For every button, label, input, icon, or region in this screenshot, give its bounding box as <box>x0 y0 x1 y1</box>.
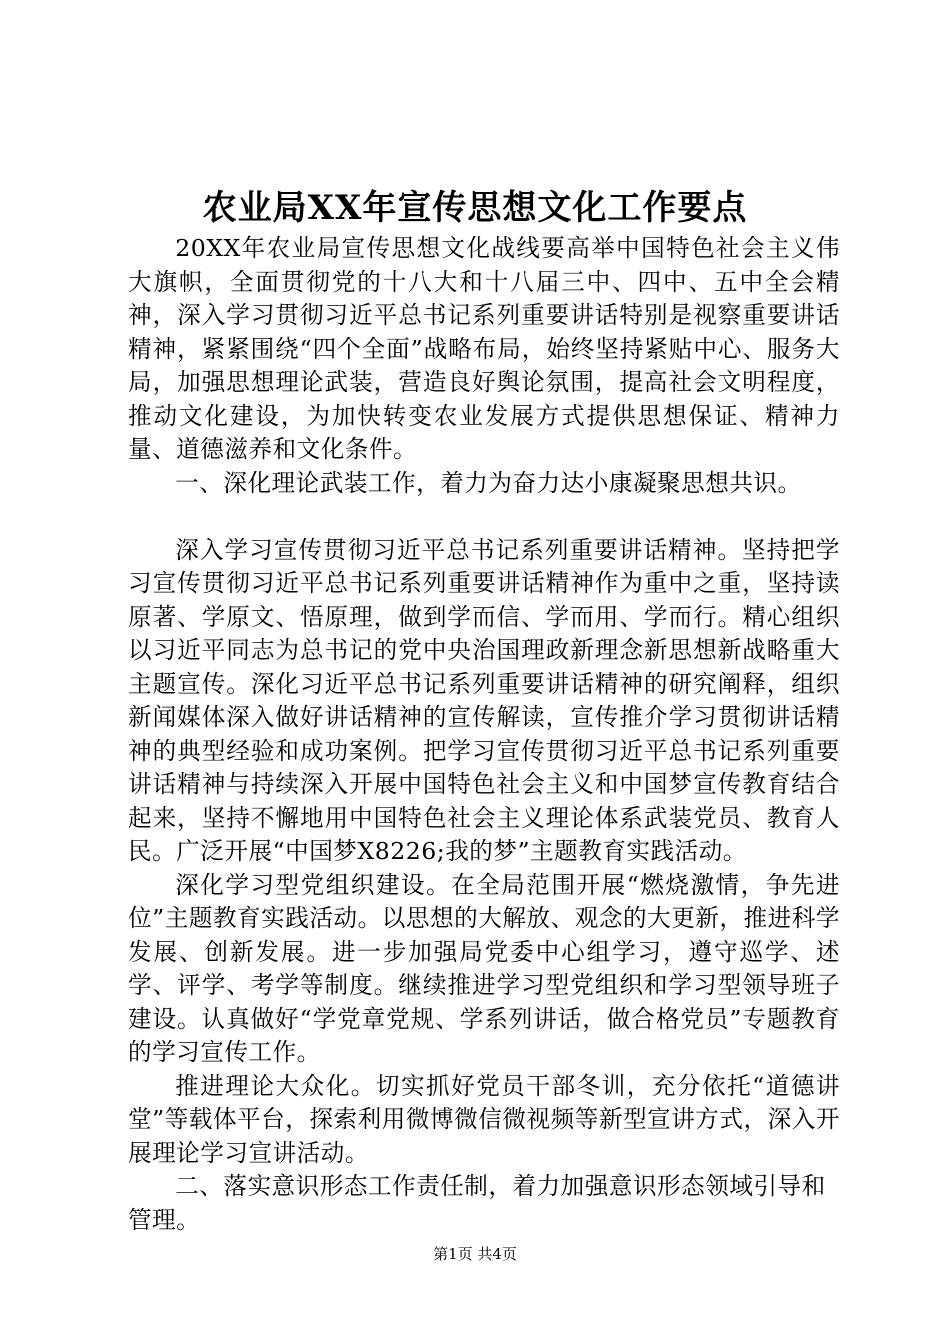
blank-line <box>128 500 840 534</box>
paragraph-study-speech: 深入学习宣传贯彻习近平总书记系列重要讲话精神。坚持把学习宣传贯彻习近平总书记系列重要讲话精神作为重中之重，坚持读原著、学原文、悟原理，做到学而信、学而用、学而行。精心组织以习近平同志为总书记的党中央治国理政新理念新思想新战略重大主题宣传。深化习近平总书记系列重要讲话精神的研究阐释，组织新闻媒体深入做好讲话精神的宣传解读，宣传推介学习贯彻讲话精神的典型经验和成功案例。把学习宣传贯彻习近平总书记系列重要讲话精神与持续深入开展中国特色社会主义和中国梦宣传教育结合起来，坚持不懈地用中国特色社会主义理论体系武装党员、教育人民。广泛开展“中国梦X8226;我的梦”主题教育实践活动。 <box>128 535 840 865</box>
intro-paragraph: 20XX年农业局宣传思想文化战线要高举中国特色社会主义伟大旗帜，全面贯彻党的十八大和十八届三中、四中、五中全会精神，深入学习贯彻习近平总书记系列重要讲话特别是视察重要讲话精神，紧紧围绕“四个全面”战略布局，始终坚持紧贴中心、服务大局，加强思想理论武装，营造良好舆论氛围，提高社会文明程度，推动文化建设，为加快转变农业发展方式提供思想保证、精神力量、道德滋养和文化条件。 <box>128 234 840 463</box>
section-heading-2: 二、落实意识形态工作责任制，着力加强意识形态领域引导和管理。 <box>128 1172 826 1234</box>
paragraph-theory-popularization: 推进理论大众化。切实抓好党员干部冬训，充分依托“道德讲堂”等载体平台，探索利用微博微信微视频等新型宣讲方式，深入开展理论学习宣讲活动。 <box>128 1071 840 1167</box>
section-heading-1: 一、深化理论武装工作，着力为奋力达小康凝聚思想共识。 <box>175 468 802 497</box>
document-body <box>128 232 840 1237</box>
document-title: 农业局XX年宣传思想文化工作要点 <box>202 188 748 228</box>
paragraph-learning-party: 深化学习型党组织建设。在全局范围开展“燃烧激情，争先进位”主题教育实践活动。以思想的大解放、观念的大更新，推进科学发展、创新发展。进一步加强局党委中心组学习，遵守巡学、述学、评学、考学等制度。继续推进学习型党组织和学习型领导班子建设。认真做好“学党章党规、学系列讲话，做合格党员”专题教育的学习宣传工作。 <box>128 870 840 1066</box>
page-footer: 第1页 共4页 <box>433 1245 517 1263</box>
